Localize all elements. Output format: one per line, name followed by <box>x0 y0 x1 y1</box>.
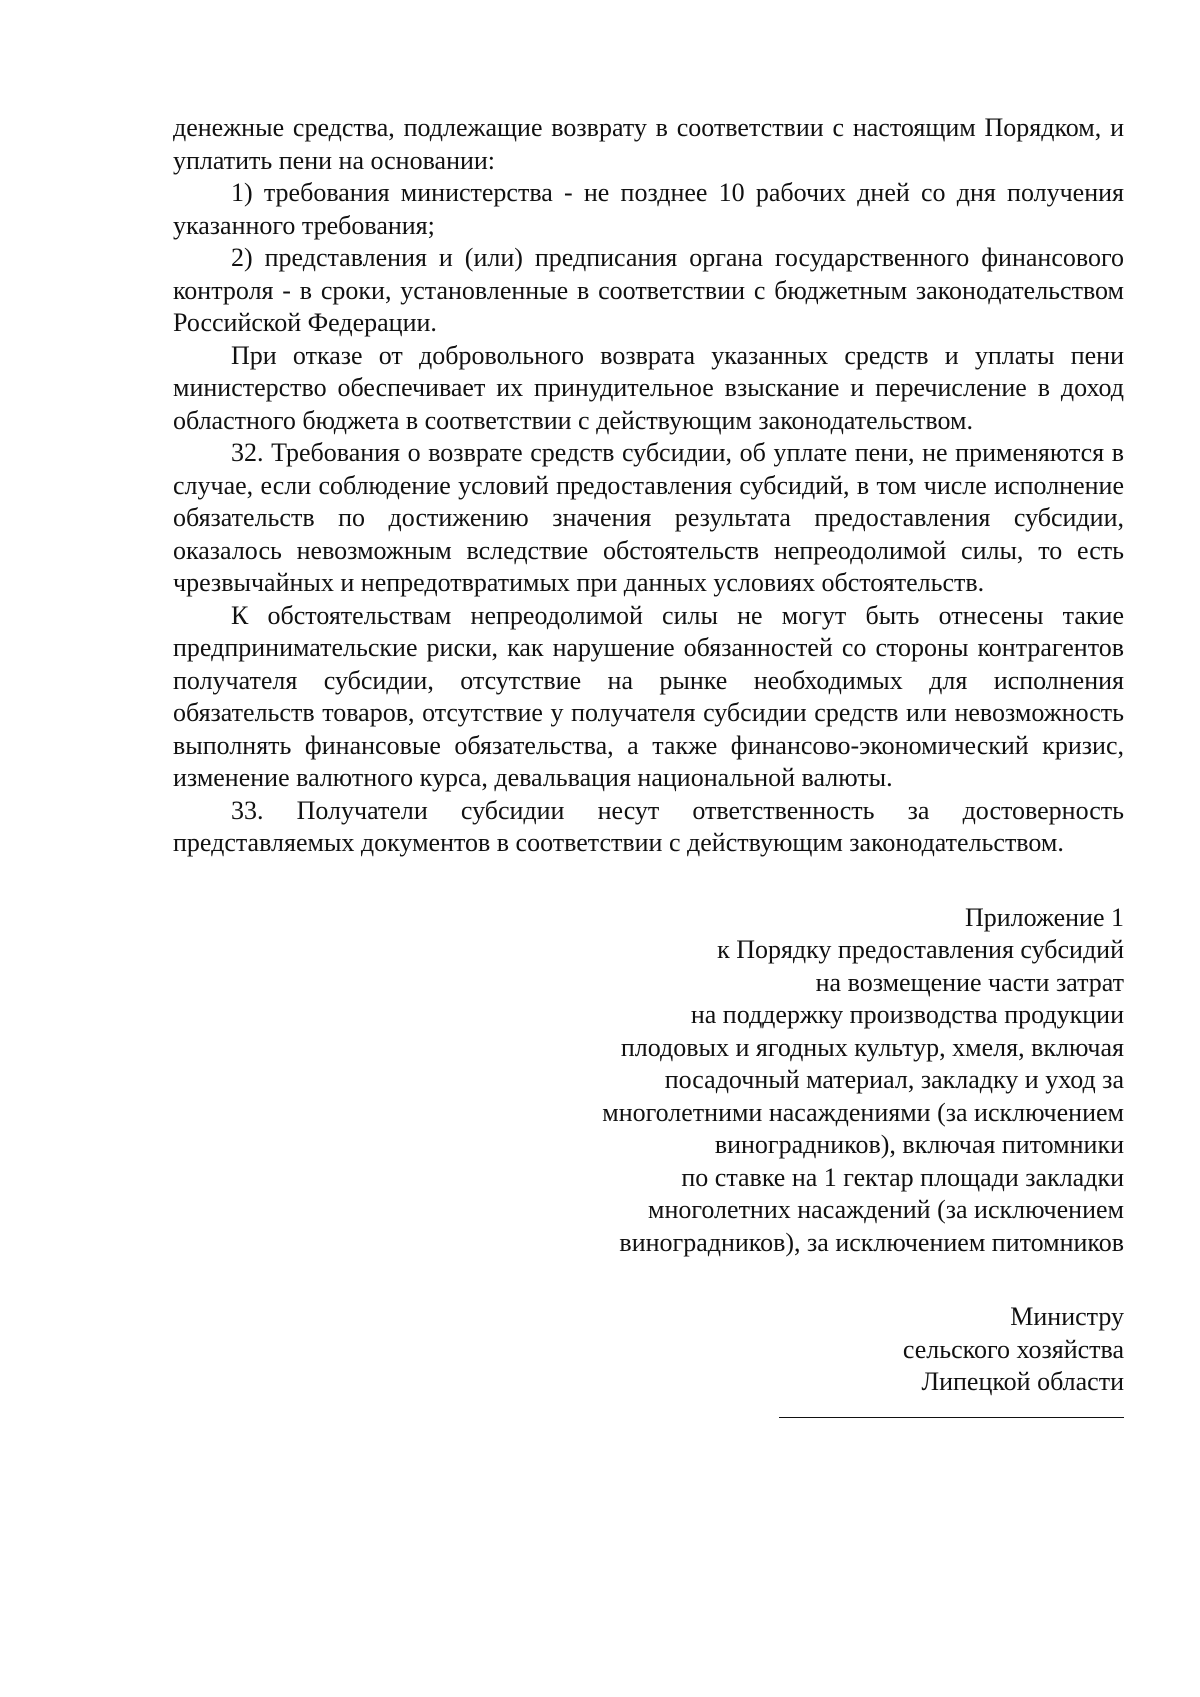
paragraph-33: 33. Получатели субсидии несут ответственность за достоверность представляемых документов в соответствии с действующим законодательством. <box>173 795 1124 857</box>
paragraph-32: 32. Требования о возврате средств субсидии, об уплате пени, не применяются в случае, если соблюдение условий предоставления субсидий, в том числе исполнение обязательств по достижению значения результата предоставления субсидии, оказалось невозможным вследствие обстоятельств непреодолимой силы, то есть чрезвычайных и непредотвратимых при данных условиях обстоятельств. <box>173 438 1124 597</box>
document-page <box>173 112 1124 1418</box>
signature-blank-line <box>779 1417 1124 1418</box>
paragraph-refusal: При отказе от добровольного возврата указанных средств и уплаты пени министерство обеспечивает их принудительное взыскание и перечисление в доход областного бюджета в соответствии с действующим законодательством. <box>173 340 1124 435</box>
paragraph-item-1: 1) требования министерства - не позднее 10 рабочих дней со дня получения указанного требования; <box>173 178 1124 240</box>
appendix-heading: Приложение 1 к Порядку предоставления субсидий на возмещение части затрат на поддержку производства продукции плодовых и ягодных культур, хмеля, включая посадочный материал, закладку и уход за многолетними насаждениями (за исключением виноградников), включая питомники по ставке на 1 гектар площади закладки многолетних насаждений (за исключением виноградников), за исключением питомников <box>602 902 1124 1257</box>
addressee-block: Министру сельского хозяйства Липецкой области <box>902 1302 1124 1396</box>
paragraph-item-2: 2) представления и (или) предписания органа государственного финансового контроля - в сроки, установленные в соответствии с бюджетным законодательством Российской Федерации. <box>173 243 1124 337</box>
paragraph-force-majeure: К обстоятельствам непреодолимой силы не могут быть отнесены такие предпринимательские риски, как нарушение обязанностей со стороны контрагентов получателя субсидии, отсутствие на рынке необходимых для исполнения обязательств товаров, отсутствие у получателя субсидии средств или невозможность выполнять финансовые обязательства, а также финансово-экономический кризис, изменение валютного курса, девальвация национальной валюты. <box>173 600 1124 792</box>
paragraph-continuation: денежные средства, подлежащие возврату в соответствии с настоящим Порядком, и уплатить пени на основании: <box>173 113 1124 175</box>
